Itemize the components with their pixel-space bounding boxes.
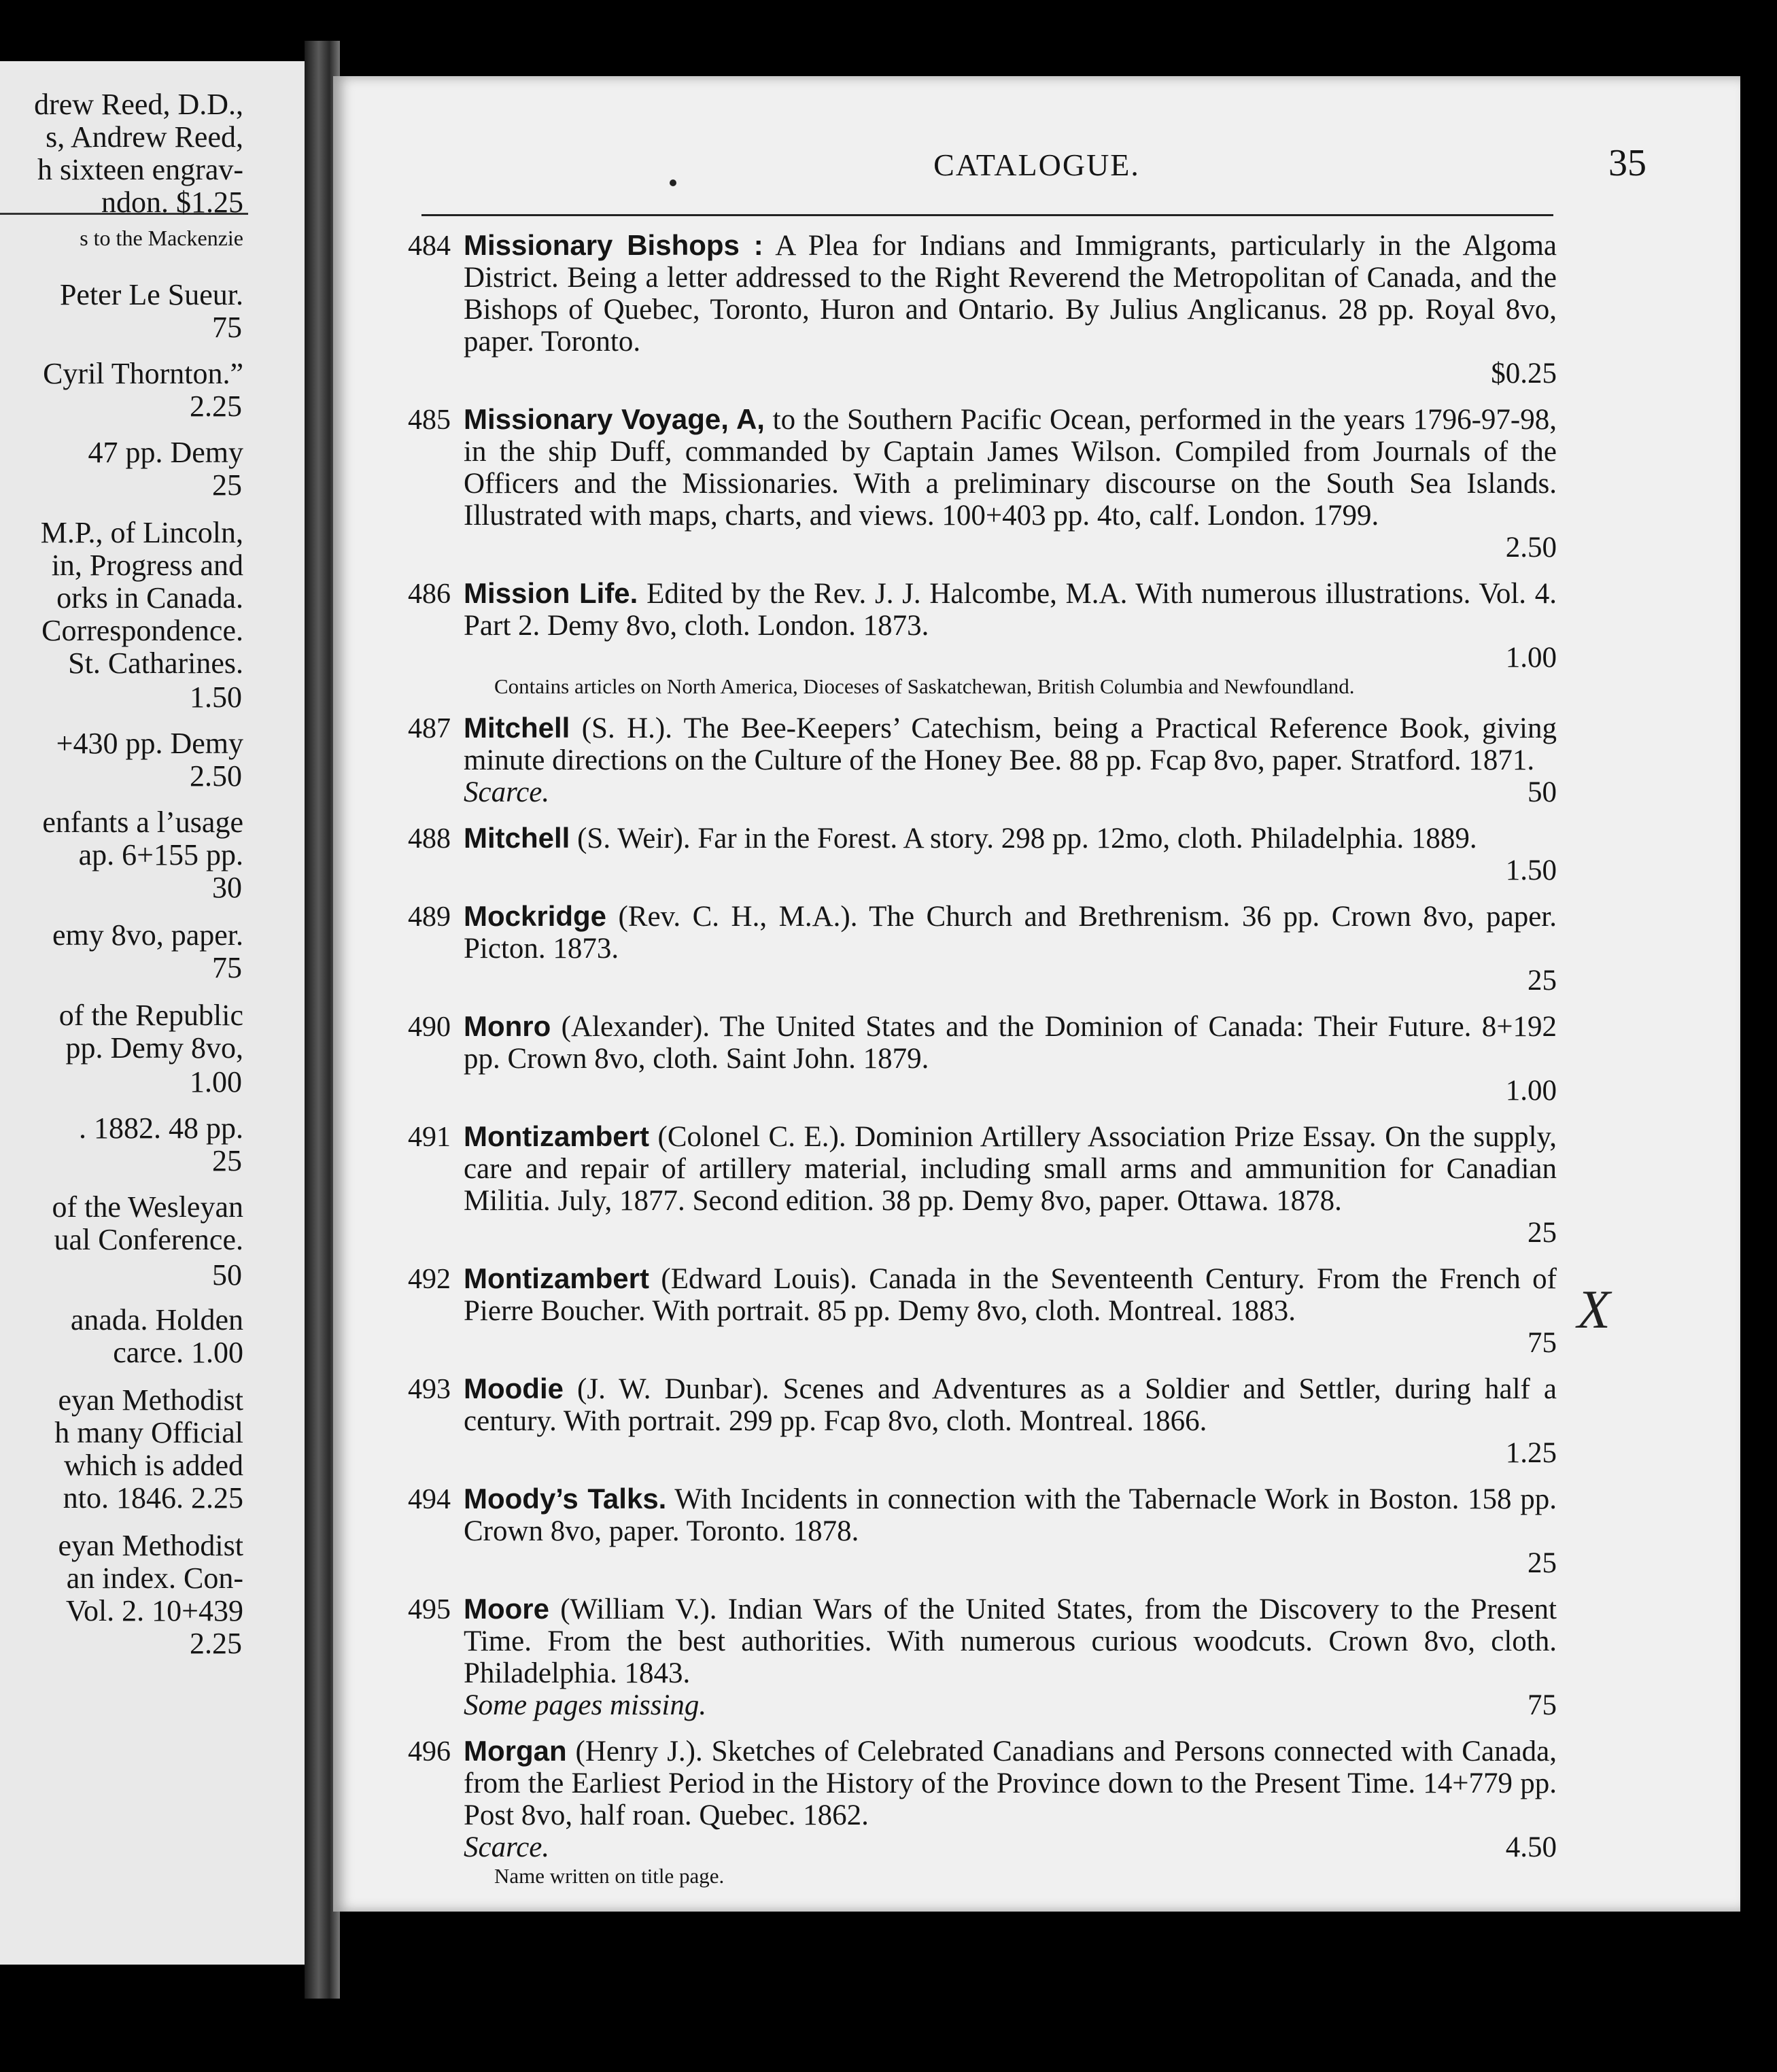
previous-page-line: orks in Canada. xyxy=(56,581,243,615)
entry-price: 50 xyxy=(1528,776,1557,808)
catalogue-entry xyxy=(401,403,1557,564)
previous-page-line: ual Conference. xyxy=(54,1223,243,1256)
entry-description: (S. Weir). Far in the Forest. A story. 298 pp. 12mo, cloth. Philadelphia. 1889. xyxy=(570,823,1477,854)
entry-description: (Colonel C. E.). Dominion Artillery Association Prize Essay. On the supply, care and repair of artillery material, including small arms and ammunition for Canadian Militia. July, 1877. Second edition. 38 pp. Demy 8vo, paper. Ottawa. 1878. xyxy=(464,1121,1557,1217)
entry-body xyxy=(464,1483,1557,1547)
previous-page-line: 30 xyxy=(212,871,242,904)
entry-number: 489 xyxy=(408,901,451,933)
entry-price: 1.50 xyxy=(1505,854,1557,886)
catalogue-entries xyxy=(401,229,1557,1901)
catalogue-entry xyxy=(401,1262,1557,1359)
entry-price: 75 xyxy=(1528,1689,1557,1721)
entry-description: (William V.). Indian Wars of the United States, from the Discovery to the Present Time. From the best authorities. With numerous curious woodcuts. Crown 8vo, cloth. Philadelphia. 1843. xyxy=(464,1593,1557,1689)
previous-page-line: Cyril Thornton.” xyxy=(43,357,243,390)
entry-name: Mitchell xyxy=(464,712,570,744)
entry-name: Moodie xyxy=(464,1372,564,1404)
previous-page-line: nto. 1846. 2.25 xyxy=(63,1481,243,1515)
entry-body xyxy=(464,1262,1557,1327)
previous-page-line: Peter Le Sueur. xyxy=(59,278,243,311)
entry-name: Moody’s Talks. xyxy=(464,1483,667,1515)
entry-price: 1.00 xyxy=(1505,1075,1557,1107)
previous-page-line: 2.50 xyxy=(190,759,242,793)
entry-number: 484 xyxy=(408,230,451,262)
entry-tail xyxy=(464,532,1557,564)
previous-page-line: which is added xyxy=(64,1449,243,1482)
previous-page-line: 75 xyxy=(212,311,242,344)
entry-description: With Incidents in connection with the Tabernacle Work in Boston. 158 pp. Crown 8vo, paper. Toronto. 1878. xyxy=(464,1483,1557,1547)
previous-page-line: s to the Mackenzie xyxy=(80,226,243,250)
entry-number: 495 xyxy=(408,1594,451,1625)
entry-tail xyxy=(464,1075,1557,1107)
entry-price: 2.50 xyxy=(1505,532,1557,564)
previous-page-line: 1.00 xyxy=(190,1065,242,1099)
entry-description: A Plea for Indians and Immigrants, particularly in the Algoma District. Being a letter addressed to the Right Reverend the Metropolitan of Canada, and the Bishops of Quebec, Toronto, Huron and Ontario. By Julius Anglicanus. 28 pp. Royal 8vo, paper. Toronto. xyxy=(464,230,1557,358)
entry-body xyxy=(464,577,1557,642)
running-title: CATALOGUE. xyxy=(933,148,1140,182)
previous-page xyxy=(0,61,305,1965)
entry-number: 493 xyxy=(408,1374,451,1405)
previous-page-line: s, Andrew Reed, xyxy=(46,120,243,154)
previous-page-line: 25 xyxy=(212,1144,242,1177)
entry-price: 4.50 xyxy=(1505,1831,1557,1863)
previous-page-line: enfants a l’usage xyxy=(42,806,243,839)
entry-description: (Alexander). The United States and the Dominion of Canada: Their Future. 8+192 pp. Crown 8vo, cloth. Saint John. 1879. xyxy=(464,1011,1557,1075)
entry-description: (Henry J.). Sketches of Celebrated Canadians and Persons connected with Canada, from the Earliest Period in the History of the Province down to the Present Time. 14+779 pp. Post 8vo, half roan. Quebec. 1862. xyxy=(464,1736,1557,1831)
entry-body xyxy=(464,712,1557,776)
entry-price: 1.25 xyxy=(1505,1437,1557,1469)
entry-remark: Scarce. xyxy=(464,1831,550,1863)
handwritten-mark: X xyxy=(1577,1280,1610,1340)
entry-body xyxy=(464,1120,1557,1217)
previous-page-line: 47 pp. Demy xyxy=(88,436,243,469)
previous-page-line: anada. Holden xyxy=(70,1303,243,1336)
entry-description: (S. H.). The Bee-Keepers’ Catechism, being a Practical Reference Book, giving minute directions on the Culture of the Honey Bee. 88 pp. Fcap 8vo, paper. Stratford. 1871. xyxy=(464,712,1557,776)
entry-number: 496 xyxy=(408,1736,451,1767)
previous-page-line: 1.50 xyxy=(190,680,242,714)
entry-body xyxy=(464,403,1557,532)
entry-body xyxy=(464,822,1557,854)
previous-page-line: an index. Con- xyxy=(66,1561,243,1595)
entry-tail xyxy=(464,854,1557,886)
previous-page-line: carce. 1.00 xyxy=(113,1336,243,1369)
catalogue-page xyxy=(333,76,1740,1912)
entry-price: 1.00 xyxy=(1505,642,1557,674)
entry-number: 490 xyxy=(408,1012,451,1043)
previous-page-line: ap. 6+155 pp. xyxy=(78,838,243,871)
entry-body xyxy=(464,900,1557,965)
entry-name: Missionary Bishops : xyxy=(464,229,763,261)
previous-page-line: pp. Demy 8vo, xyxy=(65,1031,243,1065)
entry-price: $0.25 xyxy=(1491,358,1557,390)
entry-name: Monro xyxy=(464,1010,551,1042)
entry-name: Moore xyxy=(464,1593,549,1625)
catalogue-entry xyxy=(401,1010,1557,1107)
entry-description: (Edward Louis). Canada in the Seventeenth Century. From the French of Pierre Boucher. With portrait. 85 pp. Demy 8vo, cloth. Montreal. 1883. xyxy=(464,1263,1557,1327)
catalogue-entry xyxy=(401,822,1557,886)
previous-page-line: eyan Methodist xyxy=(58,1383,243,1417)
entry-tail xyxy=(464,965,1557,997)
entry-body xyxy=(464,1372,1557,1437)
entry-body xyxy=(464,1593,1557,1689)
entry-number: 485 xyxy=(408,404,451,436)
previous-page-line: 25 xyxy=(212,468,242,502)
previous-page-line: 75 xyxy=(212,951,242,984)
previous-page-line: eyan Methodist xyxy=(58,1529,243,1562)
previous-page-line: M.P., of Lincoln, xyxy=(40,516,243,549)
entry-price: 25 xyxy=(1528,1547,1557,1579)
entry-tail xyxy=(464,1437,1557,1469)
previous-page-line: +430 pp. Demy xyxy=(56,727,243,760)
entry-tail xyxy=(464,358,1557,390)
entry-price: 75 xyxy=(1528,1327,1557,1359)
page-number: 35 xyxy=(1608,142,1646,184)
entry-tail xyxy=(464,1217,1557,1249)
entry-number: 486 xyxy=(408,579,451,610)
entry-remark: Some pages missing. xyxy=(464,1689,707,1721)
entry-description: to the Southern Pacific Ocean, performed in the years 1796-97-98, in the ship Duff, commanded by Captain James Wilson. Compiled from Journals of the Officers and the Missionaries. With a preliminary discourse on the South Sea Islands. Illustrated with maps, charts, and views. 100+403 pp. 4to, calf. London. 1799. xyxy=(464,404,1557,532)
previous-page-line: 2.25 xyxy=(190,1627,242,1660)
previous-page-line: h many Official xyxy=(54,1416,243,1449)
entry-number: 492 xyxy=(408,1264,451,1295)
page-header xyxy=(421,137,1652,192)
entry-price: 25 xyxy=(1528,965,1557,997)
entry-description: (Rev. C. H., M.A.). The Church and Brethrenism. 36 pp. Crown 8vo, paper. Picton. 1873. xyxy=(464,901,1557,965)
entry-remark: Scarce. xyxy=(464,776,550,808)
entry-body xyxy=(464,1735,1557,1831)
entry-name: Montizambert xyxy=(464,1120,649,1152)
catalogue-entry xyxy=(401,1735,1557,1888)
catalogue-entry xyxy=(401,900,1557,997)
entry-tail xyxy=(464,1547,1557,1579)
entry-name: Morgan xyxy=(464,1735,567,1767)
entry-description: (J. W. Dunbar). Scenes and Adventures as a Soldier and Settler, during half a century. With portrait. 299 pp. Fcap 8vo, cloth. Montreal. 1866. xyxy=(464,1373,1557,1437)
entry-tail xyxy=(464,642,1557,674)
previous-page-line: of the Wesleyan xyxy=(52,1190,243,1224)
previous-page-line: h sixteen engrav- xyxy=(37,153,243,186)
catalogue-entry xyxy=(401,229,1557,390)
entry-name: Mitchell xyxy=(464,822,570,854)
entry-number: 488 xyxy=(408,823,451,854)
catalogue-entry xyxy=(401,1593,1557,1721)
entry-name: Missionary Voyage, A, xyxy=(464,403,765,435)
previous-page-line: emy 8vo, paper. xyxy=(52,918,243,952)
entry-price: 25 xyxy=(1528,1217,1557,1249)
entry-name: Montizambert xyxy=(464,1262,649,1294)
previous-page-line: ndon. $1.25 xyxy=(101,186,243,219)
entry-number: 487 xyxy=(408,713,451,744)
entry-tail xyxy=(464,1689,1557,1721)
previous-page-line: . 1882. 48 pp. xyxy=(79,1111,243,1145)
catalogue-entry xyxy=(401,1372,1557,1469)
entry-note: Contains articles on North America, Dioceses of Saskatchewan, British Columbia and Newfoundland. xyxy=(494,674,1355,698)
entry-name: Mockridge xyxy=(464,900,607,932)
entry-tail xyxy=(464,1327,1557,1359)
catalogue-entry xyxy=(401,712,1557,808)
previous-page-line: Vol. 2. 10+439 xyxy=(65,1594,243,1627)
previous-page-line: of the Republic xyxy=(58,999,243,1032)
previous-page-line: St. Catharines. xyxy=(68,646,243,680)
entry-name: Mission Life. xyxy=(464,577,638,609)
previous-page-line: in, Progress and xyxy=(51,549,243,582)
entry-note: Name written on title page. xyxy=(494,1864,725,1888)
entry-description: Edited by the Rev. J. J. Halcombe, M.A. With numerous illustrations. Vol. 4. Part 2. Demy 8vo, cloth. London. 1873. xyxy=(464,578,1557,642)
header-rule xyxy=(421,214,1553,216)
catalogue-entry xyxy=(401,1483,1557,1579)
previous-page-line: 2.25 xyxy=(190,390,242,423)
entry-body xyxy=(464,229,1557,358)
catalogue-entry xyxy=(401,1120,1557,1249)
entry-number: 491 xyxy=(408,1122,451,1153)
entry-tail xyxy=(464,776,1557,808)
catalogue-entry xyxy=(401,577,1557,698)
previous-page-line: 50 xyxy=(212,1258,242,1292)
entry-number: 494 xyxy=(408,1484,451,1515)
entry-tail xyxy=(464,1831,1557,1863)
entry-body xyxy=(464,1010,1557,1075)
previous-page-line: drew Reed, D.D., xyxy=(34,88,243,121)
previous-page-line: Correspondence. xyxy=(41,614,243,647)
